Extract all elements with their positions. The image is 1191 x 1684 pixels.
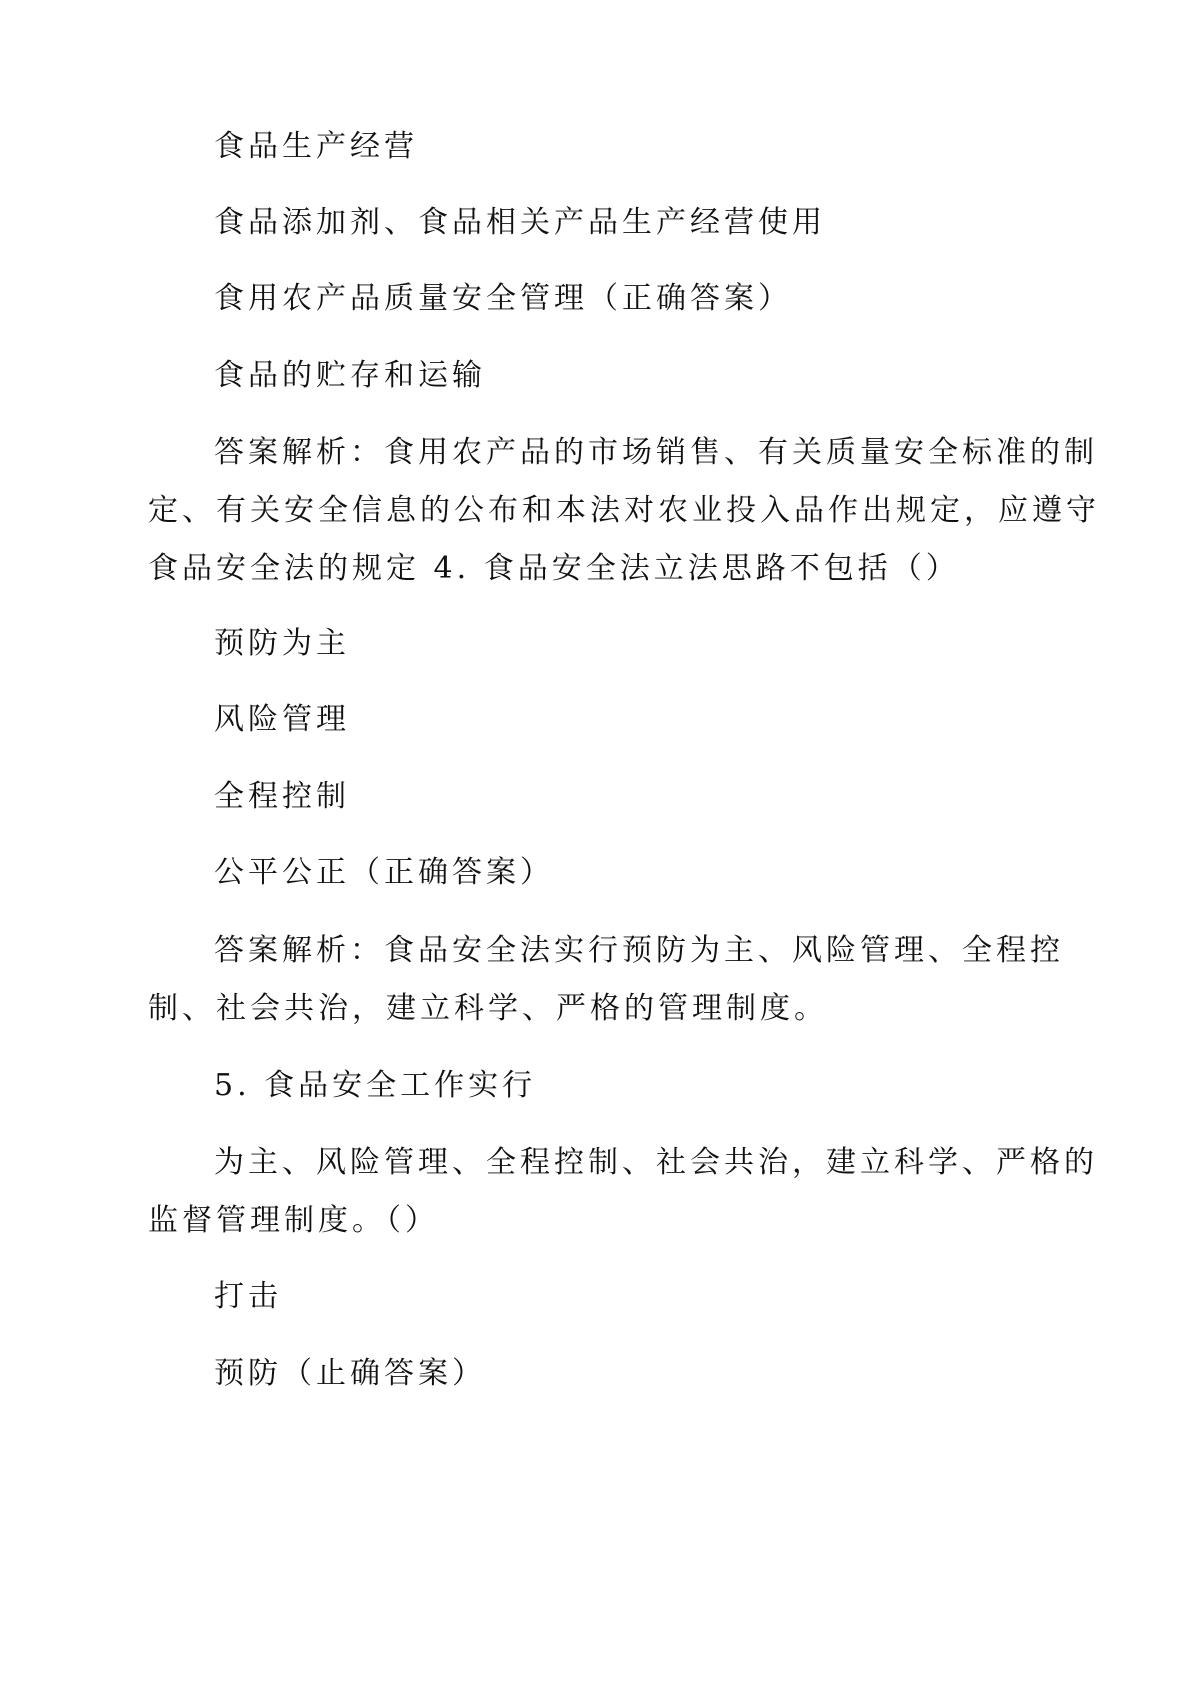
paragraph-line: 监督管理制度。（） [148, 1203, 439, 1238]
option-line: 食品添加剂、食品相关产品生产经营使用 [214, 205, 826, 240]
option-line: 食品生产经营 [214, 129, 418, 164]
option-line: 预防为主 [214, 626, 350, 661]
paragraph-line: 为主、风险管理、全程控制、社会共治，建立科学、严格的 [214, 1145, 1098, 1180]
option-line: 食品的贮存和运输 [214, 358, 486, 393]
question-line: 5. 食品安全工作实行 [214, 1068, 537, 1103]
answer-explanation-paragraph [148, 922, 1064, 1038]
answer-explanation-paragraph [148, 424, 1100, 598]
paragraph-line: 制、社会共治，建立科学、严格的管理制度。 [148, 991, 828, 1026]
option-line: 打击 [214, 1279, 282, 1314]
option-line-correct: 公平公正（正确答案） [214, 855, 554, 890]
paragraph-line: 食品安全法的规定 4. 食品安全法立法思路不包括（） [148, 551, 960, 586]
option-line: 全程控制 [214, 779, 350, 814]
option-line: 风险管理 [214, 702, 350, 737]
paragraph-line: 答案解析：食用农产品的市场销售、有关质量安全标准的制 [214, 435, 1098, 470]
option-line-correct: 食用农产品质量安全管理（正确答案） [214, 281, 792, 316]
question-paragraph [148, 1134, 1098, 1250]
paragraph-line: 答案解析：食品安全法实行预防为主、风险管理、全程控 [214, 933, 1064, 968]
option-line-correct: 预防（止确答案） [214, 1356, 486, 1391]
paragraph-line: 定、有关安全信息的公布和本法对农业投入品作出规定，应遵守 [148, 493, 1100, 528]
